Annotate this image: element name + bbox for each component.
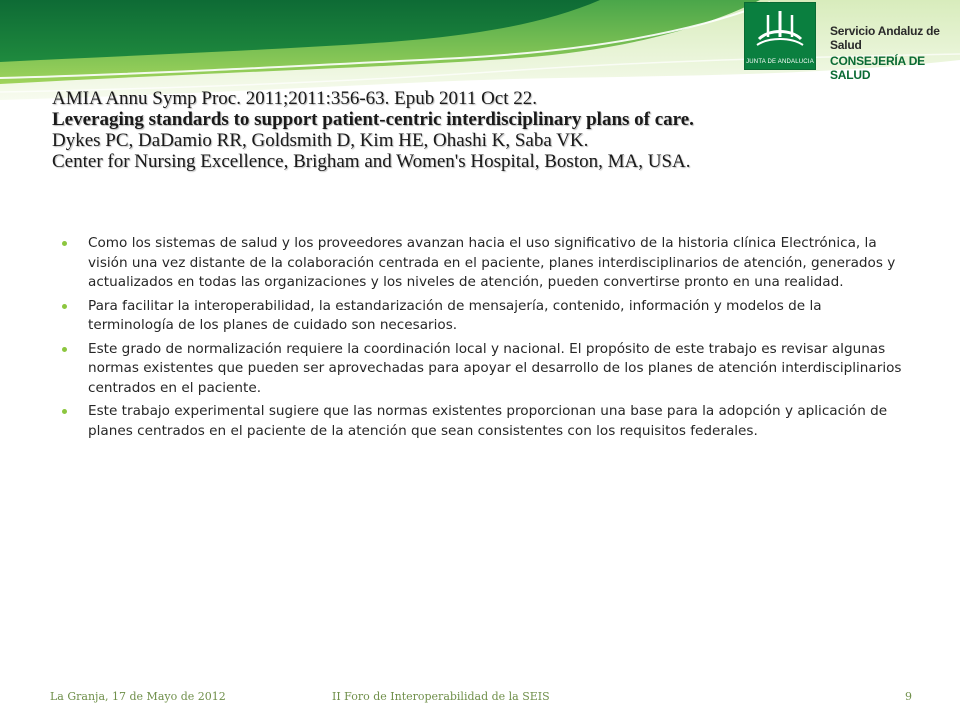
bullet-item — [62, 340, 902, 399]
organization-name — [830, 24, 960, 82]
bullet-text: Este grado de normalización requiere la coordinación local y nacional. El propósito de este trabajo es revisar algunas normas existentes que pueden ser aprovechadas para apoyar el desarrollo de los planes de atención interdisciplinarios centrados en el paciente. — [88, 340, 902, 396]
citation-title: Leveraging standards to support patient-centric interdisciplinary plans of care. — [52, 109, 694, 130]
footer-event: II Foro de Interoperabilidad de la SEIS — [332, 690, 550, 703]
org-name-line2: CONSEJERÍA DE SALUD — [830, 54, 925, 82]
bullet-dot-icon — [62, 304, 67, 309]
bullet-text: Este trabajo experimental sugiere que las normas existentes proporcionan una base para la adopción y aplicación de planes centrados en el paciente de la atención que sean consistentes con los requisitos federales. — [88, 403, 888, 439]
bullet-dot-icon — [62, 347, 67, 352]
citation-journal: AMIA Annu Symp Proc. 2011;2011:356-63. Epub 2011 Oct 22. — [52, 88, 538, 109]
org-name-line1: Servicio Andaluz de Salud — [830, 24, 940, 52]
logo-caption: JUNTA DE ANDALUCIA — [746, 59, 814, 65]
citation-affiliation: Center for Nursing Excellence, Brigham and Women's Hospital, Boston, MA, USA. — [52, 151, 691, 172]
citation-authors: Dykes PC, DaDamio RR, Goldsmith D, Kim HE, Ohashi K, Saba VK. — [52, 130, 589, 151]
bullet-text: Como los sistemas de salud y los proveedores avanzan hacia el uso significativo de la historia clínica Electrónica, la visión una vez distante de la colaboración centrada en el paciente, planes interdisciplinarios de atención, generados y actualizados en todas las organizaciones y los niveles de atención, pueden convertirse pronto en una realidad. — [88, 235, 896, 290]
bullet-dot-icon — [62, 409, 67, 414]
junta-andalucia-logo — [744, 2, 816, 70]
bullet-item — [62, 297, 902, 336]
bullet-item — [62, 234, 902, 293]
andalucia-emblem-icon — [745, 3, 815, 53]
bullet-text: Para facilitar la interoperabilidad, la estandarización de mensajería, contenido, información y modelos de la terminología de los planes de cuidado son necesarios. — [88, 297, 822, 333]
bullet-list — [62, 234, 902, 445]
bullet-dot-icon — [62, 241, 67, 246]
citation-block — [52, 88, 932, 172]
bullet-item — [62, 402, 902, 441]
slide-number: 9 — [905, 690, 912, 703]
footer-date: La Granja, 17 de Mayo de 2012 — [50, 690, 226, 703]
